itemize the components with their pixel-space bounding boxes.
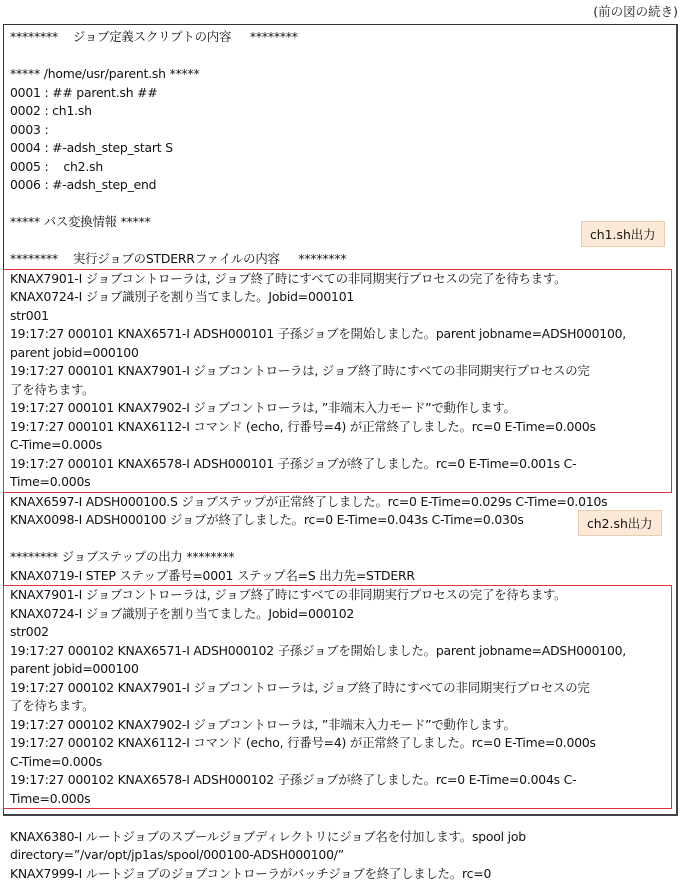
ch1-output-label: ch1.sh出力 <box>581 221 665 247</box>
script-line: 0006 : #-adsh_step_end <box>10 176 674 195</box>
spacer <box>10 47 674 66</box>
log-line: Time=0.000s <box>10 473 671 492</box>
log-line: 19:17:27 000101 KNAX6571-I ADSH000101 子孫ジョブを開始しました。parent jobname=ADSH000100, <box>10 325 671 344</box>
path-section-header: ***** パス変換情報 ***** <box>10 213 674 232</box>
script-line: 0004 : #-adsh_step_start S <box>10 139 674 158</box>
script-section-header: ******** ジョブ定義スクリプトの内容 ******** <box>10 28 674 47</box>
ch2-output-box <box>3 585 672 809</box>
stderr-section-header: ******** 実行ジョブのSTDERRファイルの内容 ******** <box>10 250 674 269</box>
step-section-header: ******** ジョブステップの出力 ******** <box>10 548 674 567</box>
log-line: 19:17:27 000101 KNAX6112-I コマンド (echo, 行番号=4) が正常終了しました。rc=0 E-Time=0.000s <box>10 418 671 437</box>
figure-continuation-caption: (前の図の続き) <box>593 2 678 20</box>
log-line: C-Time=0.000s <box>10 753 671 772</box>
log-content <box>10 28 674 883</box>
log-line: 19:17:27 000102 KNAX6112-I コマンド (echo, 行番号=4) が正常終了しました。rc=0 E-Time=0.000s <box>10 734 671 753</box>
log-line: KNAX0724-I ジョブ識別子を割り当てました。Jobid=000101 <box>10 288 671 307</box>
log-line: 了を待ちます。 <box>10 381 671 400</box>
log-line: 19:17:27 000101 KNAX7901-I ジョブコントローラは, ジョブ終了時にすべての非同期実行プロセスの完 <box>10 362 671 381</box>
log-line: 19:17:27 000102 KNAX6578-I ADSH000102 子孫ジョブが終了しました。rc=0 E-Time=0.004s C- <box>10 771 671 790</box>
script-line: 0005 : ch2.sh <box>10 158 674 177</box>
log-line: 19:17:27 000101 KNAX7902-I ジョブコントローラは, ”非端末入力モード”で動作します。 <box>10 399 671 418</box>
log-line: KNAX7901-I ジョブコントローラは, ジョブ終了時にすべての非同期実行プロセスの完了を待ちます。 <box>10 270 671 289</box>
log-line: KNAX7999-I ルートジョブのジョブコントローラがバッチジョブを終了しました。rc=0 <box>10 865 674 883</box>
log-line: str001 <box>10 307 671 326</box>
script-line: 0002 : ch1.sh <box>10 102 674 121</box>
log-line: KNAX0098-I ADSH000100 ジョブが終了しました。rc=0 E-Time=0.043s C-Time=0.030s <box>10 511 674 530</box>
spacer <box>10 195 674 214</box>
log-line: C-Time=0.000s <box>10 436 671 455</box>
step-info-line: KNAX0719-I STEP ステップ番号=0001 ステップ名=S 出力先=STDERR <box>10 567 674 586</box>
log-line: KNAX7901-I ジョブコントローラは, ジョブ終了時にすべての非同期実行プロセスの完了を待ちます。 <box>10 586 671 605</box>
script-line: 0003 : <box>10 121 674 140</box>
log-line: 19:17:27 000101 KNAX6578-I ADSH000101 子孫ジョブが終了しました。rc=0 E-Time=0.001s C- <box>10 455 671 474</box>
log-line: 19:17:27 000102 KNAX7901-I ジョブコントローラは, ジョブ終了時にすべての非同期実行プロセスの完 <box>10 679 671 698</box>
log-line: str002 <box>10 623 671 642</box>
log-line: KNAX6380-I ルートジョブのスプールジョブディレクトリにジョブ名を付加します。spool job <box>10 828 674 847</box>
spacer <box>10 530 674 549</box>
script-file-header: ***** /home/usr/parent.sh ***** <box>10 65 674 84</box>
log-line: 了を待ちます。 <box>10 697 671 716</box>
ch1-output-box <box>3 269 672 493</box>
log-line: Time=0.000s <box>10 790 671 809</box>
script-line: 0001 : ## parent.sh ## <box>10 84 674 103</box>
ch2-output-label: ch2.sh出力 <box>578 510 662 536</box>
log-line: 19:17:27 000102 KNAX7902-I ジョブコントローラは, ”非端末入力モード”で動作します。 <box>10 716 671 735</box>
log-line: KNAX0724-I ジョブ識別子を割り当てました。Jobid=000102 <box>10 605 671 624</box>
log-line: parent jobid=000100 <box>10 660 671 679</box>
log-line: KNAX6597-I ADSH000100.S ジョブステップが正常終了しました。rc=0 E-Time=0.029s C-Time=0.010s <box>10 493 674 512</box>
spacer <box>10 809 674 828</box>
spacer <box>10 232 674 251</box>
log-line: directory=”/var/opt/jp1as/spool/000100-ADSH000100/” <box>10 846 674 865</box>
log-line: 19:17:27 000102 KNAX6571-I ADSH000102 子孫ジョブを開始しました。parent jobname=ADSH000100, <box>10 642 671 661</box>
log-line: parent jobid=000100 <box>10 344 671 363</box>
